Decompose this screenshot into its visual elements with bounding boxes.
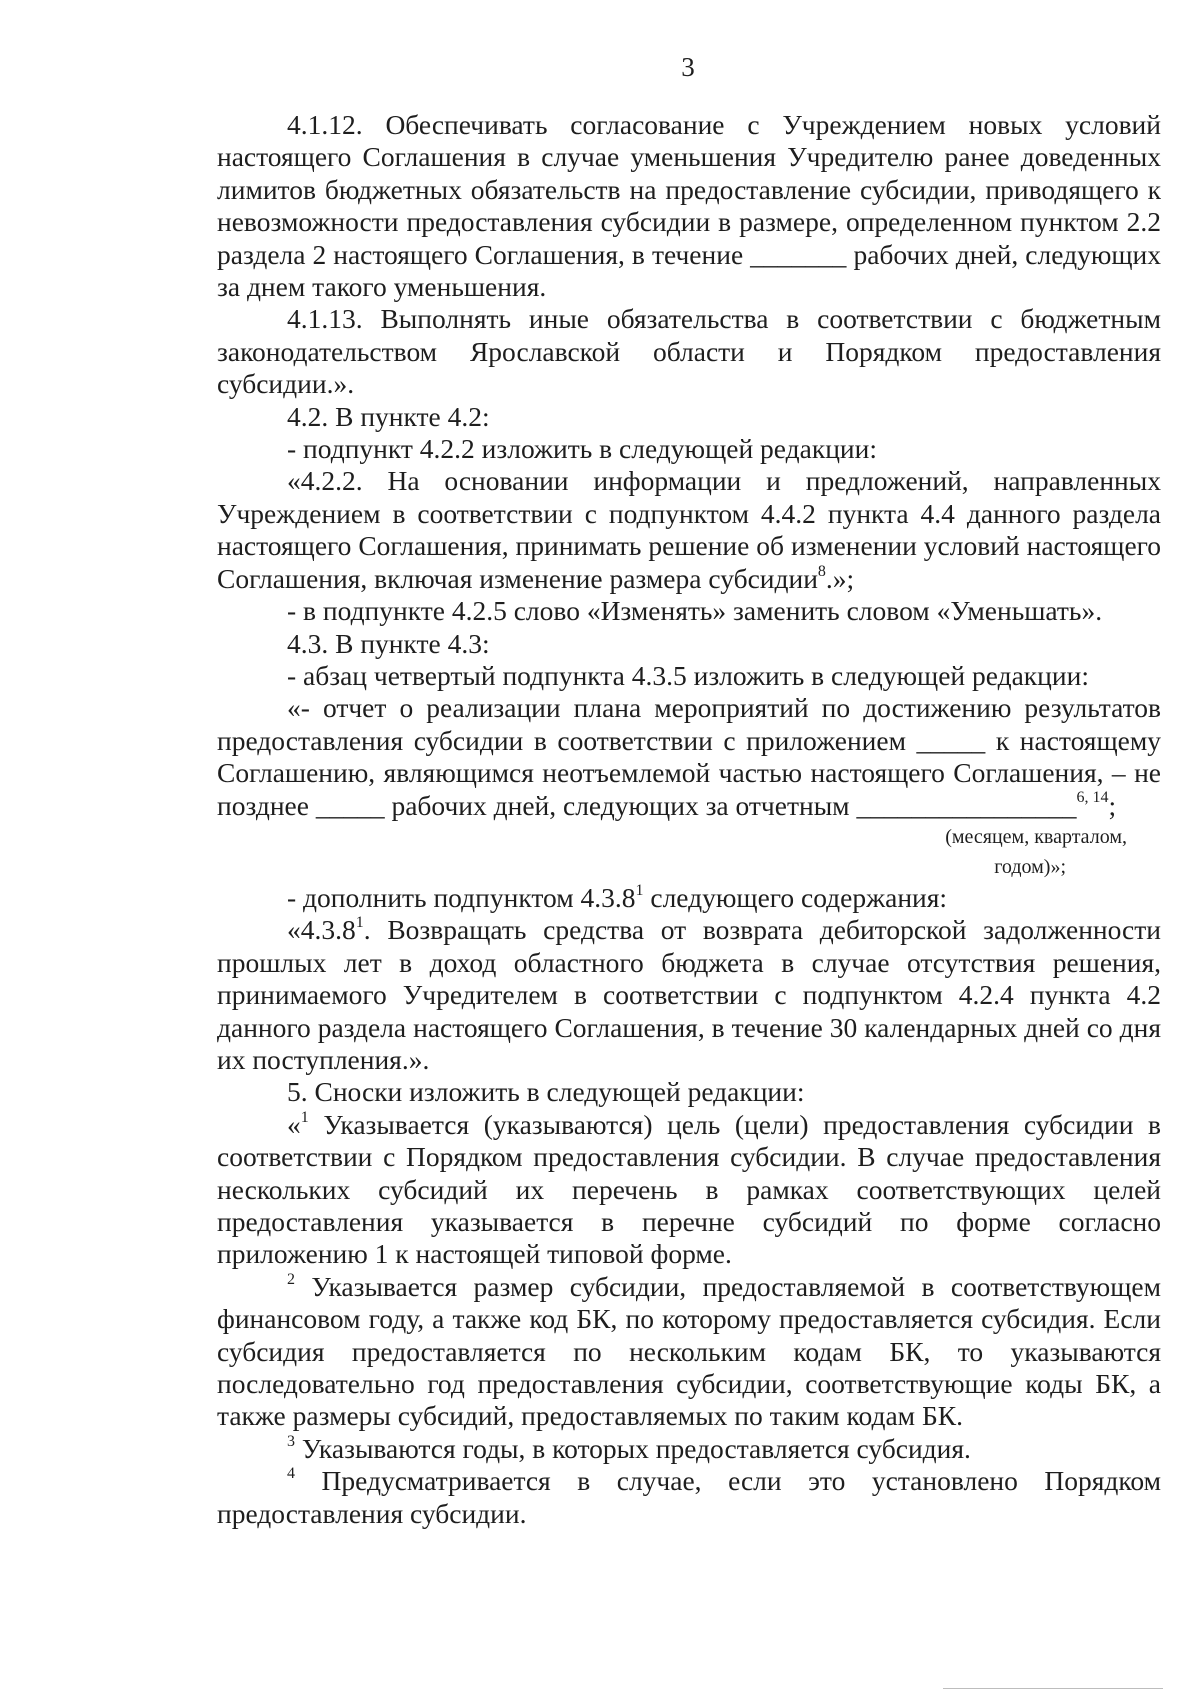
- footnote-3: [217, 1433, 1161, 1465]
- footnote-ref: 8: [817, 562, 826, 580]
- footnote-2: [217, 1271, 1161, 1433]
- paragraph-5: 5. Сноски изложить в следующей редакции:: [287, 1076, 805, 1108]
- paragraph-4-2-2-intro: - подпункт 4.2.2 изложить в следующей редакции:: [287, 433, 878, 465]
- footer-rule: [943, 1688, 1163, 1689]
- period-note-line2: годом)»;: [994, 855, 1066, 878]
- paragraph-4-3-8: [217, 914, 1161, 1076]
- footnote-ref: 1: [355, 914, 364, 932]
- paragraph-text: «4.2.2. На основании информации и предложений, направленных Учреждением в соответствии с подпунктом 4.4.2 пункта 4.4 данного раздела настоящего Соглашения, принимать решение об изменении условий настоящего Соглашения, включая изменение размера субсидии: [217, 465, 1161, 594]
- footnote-ref: 6, 14: [1076, 789, 1109, 807]
- footnote-4: [217, 1465, 1161, 1530]
- footnote-number: 2: [287, 1270, 295, 1288]
- footnote-text: Указывается размер субсидии, предоставляемой в соответствующем финансовом году, а также код БК, по которому предоставляется субсидия. Если субсидия предоставляется по нескольким кодам БК, то указываются последовательно год предоставления субсидии, соответствующие коды БК, а также размеры субсидий, предоставляемых по таким кодам БК.: [217, 1270, 1161, 1432]
- footnote-text: Указывается (указываются) цель (цели) предоставления субсидии в соответствии с Порядком предоставления субсидии. В случае предоставления нескольких субсидий их перечень в рамках соответствующих целей предоставления указывается в перечне субсидий по форме согласно приложению 1 к настоящей типовой форме.: [217, 1108, 1161, 1270]
- paragraph-4-1-12: 4.1.12. Обеспечивать согласование с Учреждением новых условий настоящего Соглашения в случае уменьшения Учредителю ранее доведенных лимитов бюджетных обязательств на предоставление субсидии, приводящего к невозможности предоставления субсидии в размере, определенном пунктом 2.2 раздела 2 настоящего Соглашения, в течение _______ рабочих дней, следующих за днем такого уменьшения.: [217, 109, 1161, 303]
- paragraph-text: - дополнить подпунктом 4.3.8: [287, 881, 636, 913]
- paragraph-tail: .»;: [825, 562, 855, 594]
- paragraph-report: [217, 692, 1161, 822]
- footnote-number: 4: [287, 1465, 295, 1483]
- page-number: 3: [681, 52, 695, 82]
- paragraph-4-1-13: 4.1.13. Выполнять иные обязательства в соответствии с бюджетным законодательством Ярославской области и Порядком предоставления субсидии.».: [217, 303, 1161, 400]
- paragraph-4-2-5: - в подпункте 4.2.5 слово «Изменять» заменить словом «Уменьшать».: [287, 595, 1103, 627]
- period-note-line1: (месяцем, кварталом,: [945, 825, 1127, 848]
- footnote-ref: 1: [635, 881, 644, 899]
- paragraph-text: «- отчет о реализации плана мероприятий по достижению результатов предоставления субсидии в соответствии с приложением _____ к настоящему Соглашению, являющимся неотъемлемой частью настоящего Соглашения, – не позднее _____ рабочих дней, следующих за отчетным ________________: [217, 692, 1161, 821]
- footnote-number: 3: [287, 1432, 295, 1450]
- quote-mark: «: [287, 1108, 301, 1140]
- footnote-number: 1: [300, 1108, 309, 1126]
- paragraph-tail: ;: [1108, 789, 1117, 821]
- document-body: [217, 109, 1161, 1530]
- paragraph-4-2-heading: 4.2. В пункте 4.2:: [287, 400, 490, 432]
- paragraph-4-2-2: [217, 465, 1161, 595]
- paragraph-tail: . Возвращать средства от возврата дебиторской задолженности прошлых лет в доход областного бюджета в случае отсутствия решения, принимаемого Учредителем в соответствии с подпунктом 4.2.4 пункта 4.2 данного раздела настоящего Соглашения, в течение 30 календарных дней со дня их поступления.».: [217, 914, 1161, 1075]
- paragraph-4-3-5-intro: - абзац четвертый подпункта 4.3.5 изложить в следующей редакции:: [287, 659, 1089, 691]
- paragraph-text: «4.3.8: [287, 914, 356, 946]
- paragraph-4-3-heading: 4.3. В пункте 4.3:: [287, 627, 490, 659]
- footnote-1: [217, 1109, 1161, 1271]
- footnote-text: Указываются годы, в которых предоставляется субсидия.: [295, 1432, 971, 1464]
- paragraph-add-4-3-8: [217, 882, 1161, 914]
- paragraph-tail: следующего содержания:: [643, 881, 948, 913]
- footnote-text: Предусматривается в случае, если это установлено Порядком предоставления субсидии.: [217, 1465, 1161, 1529]
